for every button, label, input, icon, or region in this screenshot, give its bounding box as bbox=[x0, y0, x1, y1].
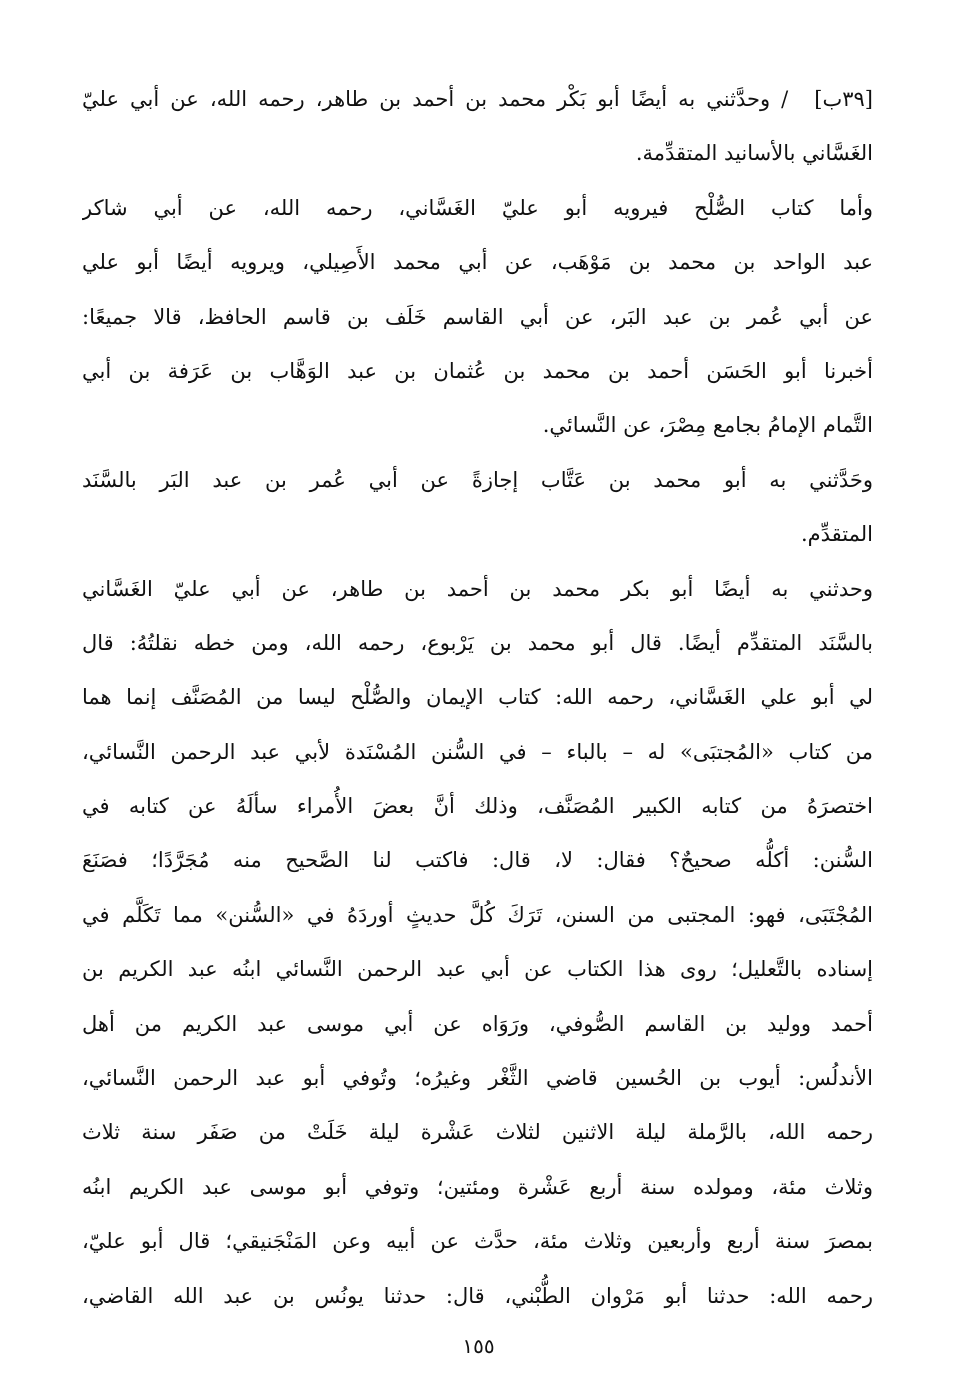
text-line: رحمه الله، بالرَّملة ليلة الاثنين لثلاث عَشْرة ليلة خَلَتْ من صَفَر سنة ثلاث bbox=[82, 1120, 873, 1145]
text-line: الأندلُس: أيوب بن الحُسين قاضي الثَّغْر وغيرُه؛ وتُوفي أبو عبد الرحمن النَّسائي، bbox=[82, 1066, 873, 1091]
folio-marker: [٣٩ب] bbox=[814, 87, 873, 111]
text-line: وحدثني به أيضًا أبو بكر محمد بن أحمد بن طاهر، عن أبي عليّ الغَسَّاني bbox=[82, 576, 873, 601]
text-line: الغَسَّاني بالأسانيد المتقدِّمة. bbox=[635, 141, 873, 166]
text-line: وثلاث مئة، ومولده سنة أربع عَشْرة ومئتين؛ وتوفي أبو موسى عبد الكريم ابنُه bbox=[82, 1174, 873, 1199]
text-line bbox=[82, 72, 873, 126]
text-line: بمصرَ سنة أربع وأربعين وثلاث مئة، حدَّث عن أبيه وعن المَنْجَنيقي؛ قال أبو عليّ، bbox=[82, 1229, 873, 1254]
text-line: المُجْتَبَى، فهو: المجتبى من السنن، تَرَكَ كُلَّ حديثٍ أوردَهُ في «السُّنن» مما تَكَلَّم في bbox=[82, 902, 873, 927]
text-line: إسناده بالتَّعليل؛ روى هذا الكتاب عن أبي عبد الرحمن النَّسائي ابنُه عبد الكريم بن bbox=[82, 957, 873, 982]
text-line: من كتاب «المُجتبَى» له – بالباء – في السُّنن المُسْنَدة لأبي عبد الرحمن النَّسائي، bbox=[82, 739, 873, 764]
text-line: لي أبو علي الغَسَّاني، رحمه الله: كتاب الإيمان والصُّلْح ليسا من المُصَنَّف إنما هما bbox=[82, 685, 873, 710]
text-line: رحمه الله: حدثنا أبو مَرْوان الطُّبْني، قال: حدثنا يونُس بن عبد الله القاضي، bbox=[82, 1283, 873, 1308]
text-line: عن أبي عُمر بن عبد البَر، عن أبي القاسم خَلَف بن قاسم الحافظ، قالا جميعًا: bbox=[82, 304, 873, 329]
text-line: وأما كتاب الصُّلْح فيرويه أبو عليّ الغَسَّاني، رحمه الله، عن أبي شاكر bbox=[82, 195, 873, 220]
text-line: أحمد ووليد بن القاسم الصُّوفي، ورَوَاه عن أبي موسى عبد الكريم من أهل bbox=[82, 1011, 873, 1036]
line-text: / وحدَّثني به أيضًا أبو بَكْر محمد بن أحمد بن طاهر، رحمه الله، عن أبي عليّ bbox=[82, 87, 789, 111]
text-line: عبد الواحد بن محمد بن مَوْهَب، عن أبي محمد الأَصِيلي، ويرويه أيضًا أبو علي bbox=[82, 250, 873, 275]
text-line: وحَدَّثني به أبو محمد بن عَتَّاب إجازةً عن أبي عُمر بن عبد البَر بالسَّنَد bbox=[82, 467, 873, 492]
text-line: المتقدِّم. bbox=[800, 522, 873, 547]
text-line: بالسَّنَد المتقدِّم أيضًا. قال أبو محمد بن يَرْبوع، رحمه الله، ومن خطه نقلتُهُ: قال bbox=[82, 630, 873, 655]
text-line: التَّمام الإمامُ بجامع مِصْرَ، عن النَّسائي. bbox=[542, 413, 873, 438]
page-number: ١٥٥ bbox=[462, 1334, 495, 1358]
text-line: السُّنن: أكلُّه صحيحٌ؟ فقال: لا، قال: فاكتب لنا الصَّحيح منه مُجَرَّدًا؛ فصَنَعَ bbox=[82, 848, 873, 873]
text-line: اختصرَهُ من كتابه الكبير المُصَنَّف، وذلك أنَّ بعضَ الأُمراء سألَهُ عن كتابه في bbox=[82, 794, 873, 819]
text-line: أخبرنا أبو الحَسَن أحمد بن محمد بن عُثمان بن عبد الوَهَّاب بن عَرَفة بن أبي bbox=[82, 358, 873, 383]
body-text bbox=[82, 72, 873, 1323]
